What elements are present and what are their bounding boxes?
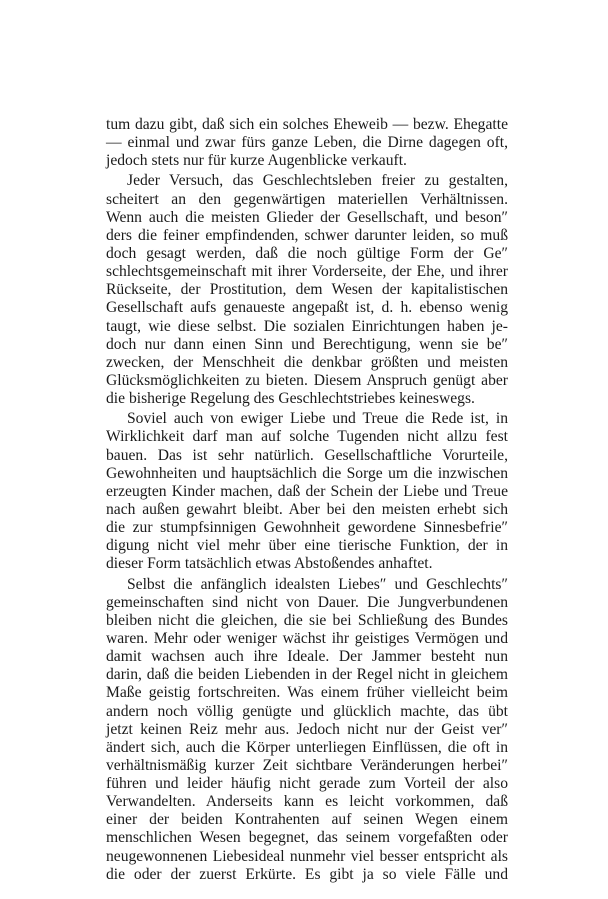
text-line: Wenn auch die meisten Glieder der Gesellschaft, und beson″	[106, 208, 508, 226]
text-line: Verwandelten. Anderseits kann es leicht vorkommen, daß	[106, 793, 508, 811]
text-line: neugewonnenen Liebesideal nunmehr viel besser entspricht als	[106, 847, 508, 865]
text-line: Gewohnheiten und hauptsächlich die Sorge um die inzwischen	[106, 464, 508, 482]
text-line: die zur stumpfsinnigen Gewohnheit gewordene Sinnesbefrie″	[106, 519, 508, 537]
text-line: doch gesagt werden, daß die noch gültige Form der Ge″	[106, 244, 508, 262]
text-line: Rückseite, der Prostitution, dem Wesen der kapitalistischen	[106, 281, 508, 299]
text-line: verhältnismäßig kurzer Zeit sichtbare Veränderungen herbei″	[106, 756, 508, 774]
text-line: bauen. Das ist sehr natürlich. Gesellschaftliche Vorurteile,	[106, 446, 508, 464]
text-line: dieser Form tatsächlich etwas Abstoßendes anhaftet.	[106, 555, 433, 573]
text-line: ders die feiner empfindenden, schwer darunter leiden, so muß	[106, 226, 508, 244]
text-line: — einmal und zwar fürs ganze Leben, die Dirne dagegen oft,	[106, 134, 508, 152]
text-line: jedoch stets nur für kurze Augenblicke verkauft.	[106, 152, 407, 170]
text-line: digung nicht viel mehr über eine tierische Funktion, der in	[106, 537, 508, 555]
text-line: scheitert an den gegenwärtigen materiellen Verhältnissen.	[106, 190, 508, 208]
text-line: Glücksmöglichkeiten zu bieten. Diesem Anspruch genügt aber	[106, 371, 508, 389]
body-text	[106, 116, 508, 886]
text-line: Gesellschaft aufs genaueste angepaßt ist, d. h. ebenso wenig	[106, 299, 508, 317]
paragraph	[106, 410, 508, 573]
text-line: ändert sich, auch die Körper unterliegen Einflüssen, die oft in	[106, 738, 508, 756]
text-line: Maße geistig fortschreiten. Was einem früher vielleicht beim	[106, 684, 508, 702]
text-line: tum dazu gibt, daß sich ein solches Eheweib — bezw. Ehegatte	[106, 116, 508, 133]
text-line: darin, daß die beiden Liebenden in der Regel nicht in gleichem	[106, 666, 508, 684]
text-line: die bisherige Regelung des Geschlechtstriebes keineswegs.	[106, 390, 475, 408]
text-line: Soviel auch von ewiger Liebe und Treue die Rede ist, in	[127, 410, 508, 428]
text-line: zwecken, der Menschheit die denkbar größten und meisten	[106, 353, 508, 371]
text-line: nach außen gewahrt bleibt. Aber bei den meisten erhebt sich	[106, 500, 508, 518]
text-line: Jeder Versuch, das Geschlechtsleben freier zu gestalten,	[127, 172, 508, 190]
paragraph	[106, 116, 508, 170]
text-line: andern noch völlig genügte und glücklich machte, das übt	[106, 702, 508, 720]
paragraph	[106, 576, 508, 884]
paragraph	[106, 172, 508, 408]
text-line: bleiben nicht die gleichen, die sie bei Schließung des Bundes	[106, 611, 508, 629]
text-line: menschlichen Wesen begegnet, das seinem vorgefaßten oder	[106, 829, 508, 847]
text-line: damit wachsen auch ihre Ideale. Der Jammer besteht nun	[106, 648, 508, 666]
text-line: jetzt keinen Reiz mehr aus. Jedoch nicht nur der Geist ver″	[106, 720, 508, 738]
text-line: Wirklichkeit darf man auf solche Tugenden nicht allzu fest	[106, 428, 508, 446]
text-line: führen und leider häufig nicht gerade zum Vorteil der also	[106, 775, 508, 793]
text-line: erzeugten Kinder machen, daß der Schein der Liebe und Treue	[106, 482, 508, 500]
text-line: einer der beiden Kontrahenten auf seinen Wegen einem	[106, 811, 508, 829]
text-line: die oder der zuerst Erkürte. Es gibt ja so viele Fälle und	[106, 865, 508, 883]
text-line: Selbst die anfänglich idealsten Liebes″ und Geschlechts″	[127, 575, 508, 593]
text-line: waren. Mehr oder weniger wächst ihr geistiges Vermögen und	[106, 629, 508, 647]
text-line: taugt, wie diese selbst. Die sozialen Einrichtungen haben je-	[106, 317, 508, 335]
text-line: schlechtsgemeinschaft mit ihrer Vorderseite, der Ehe, und ihrer	[106, 263, 508, 281]
text-line: gemeinschaften sind nicht von Dauer. Die Jungverbundenen	[106, 593, 508, 611]
text-line: doch nur dann einen Sinn und Berechtigung, wenn sie be″	[106, 335, 508, 353]
